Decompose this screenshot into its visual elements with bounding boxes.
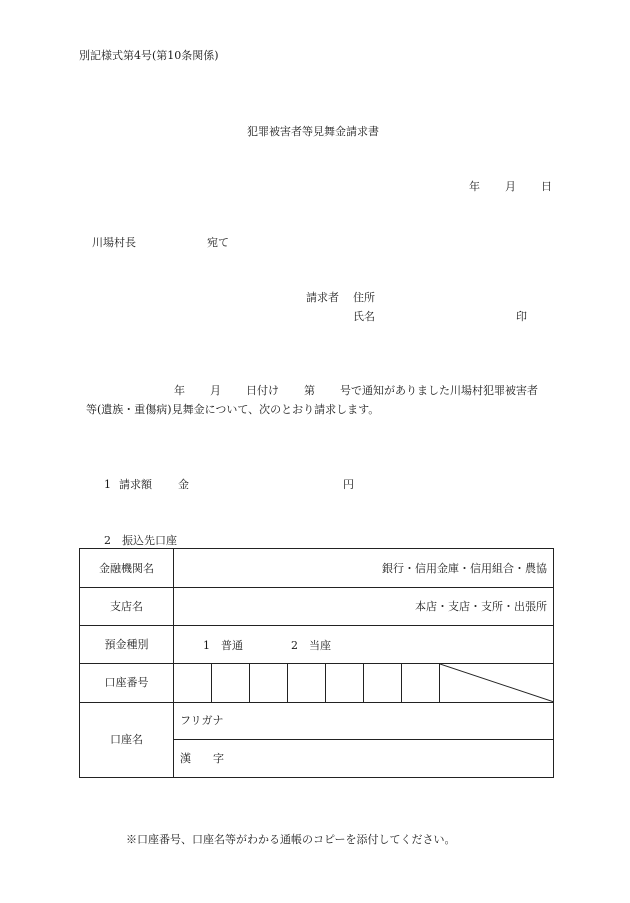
address-label: 住所 <box>353 291 375 304</box>
date-day: 日 <box>541 180 552 193</box>
account-digit-2[interactable] <box>212 664 250 703</box>
branch-label: 支店名 <box>80 588 174 626</box>
deposit-type-row <box>80 626 554 664</box>
body-line2: 等(遺族・重傷病)見舞金について、次のとおり請求します。 <box>86 403 380 416</box>
attachment-note: ※口座番号、口座名等がわかる通帳のコピーを添付してください。 <box>126 833 456 846</box>
account-digit-7[interactable] <box>402 664 440 703</box>
deposit-type-label: 預金種別 <box>80 626 174 664</box>
document-title: 犯罪被害者等見舞金請求書 <box>247 125 379 138</box>
kanji-label: 漢 字 <box>180 751 224 765</box>
body-dai: 第 <box>304 384 315 397</box>
item1-label: 請求額 <box>119 478 152 491</box>
deposit-type-1[interactable]: 1 普通 <box>203 639 243 652</box>
name-label: 氏名 <box>353 310 375 323</box>
diagonal-line <box>440 664 553 702</box>
bank-account-table <box>79 548 554 778</box>
account-digit-4[interactable] <box>288 664 326 703</box>
date-month: 月 <box>505 180 516 193</box>
body-date-suffix: 日付け <box>246 384 279 397</box>
deposit-type-2[interactable]: 2 当座 <box>291 639 331 652</box>
branch-row <box>80 588 554 626</box>
account-unused-cell <box>440 664 554 703</box>
branch-options[interactable]: 本店・支店・支所・出張所 <box>174 588 554 626</box>
addressee: 川場村長 <box>92 236 136 249</box>
item2-label: 2 振込先口座 <box>104 534 177 547</box>
item1-yen: 円 <box>343 478 354 491</box>
addressee-suffix: 宛て <box>207 236 229 249</box>
body-year: 年 <box>174 384 185 397</box>
item1-number: 1 <box>104 478 111 491</box>
account-digit-3[interactable] <box>250 664 288 703</box>
account-digit-6[interactable] <box>364 664 402 703</box>
bank-label: 金融機関名 <box>80 549 174 588</box>
body-month: 月 <box>210 384 221 397</box>
kanji-field[interactable] <box>174 739 554 777</box>
account-digit-1[interactable] <box>174 664 212 703</box>
account-digit-5[interactable] <box>326 664 364 703</box>
claimant-label: 請求者 <box>306 291 339 304</box>
bank-options[interactable]: 銀行・信用金庫・信用組合・農協 <box>174 549 554 588</box>
furigana-label: フリガナ <box>180 714 224 728</box>
account-number-label: 口座番号 <box>80 664 174 703</box>
furigana-field[interactable] <box>174 702 554 739</box>
item1-kin: 金 <box>178 478 189 491</box>
seal-label: 印 <box>516 310 527 323</box>
date-year: 年 <box>469 180 480 193</box>
account-name-label: 口座名 <box>80 702 174 777</box>
body-line1-tail: 号で通知がありました川場村犯罪被害者 <box>340 384 538 397</box>
bank-row <box>80 549 554 588</box>
furigana-row <box>80 702 554 739</box>
form-number: 別記様式第4号(第10条関係) <box>79 49 219 62</box>
account-number-row <box>80 664 554 703</box>
deposit-type-options[interactable] <box>174 626 554 664</box>
